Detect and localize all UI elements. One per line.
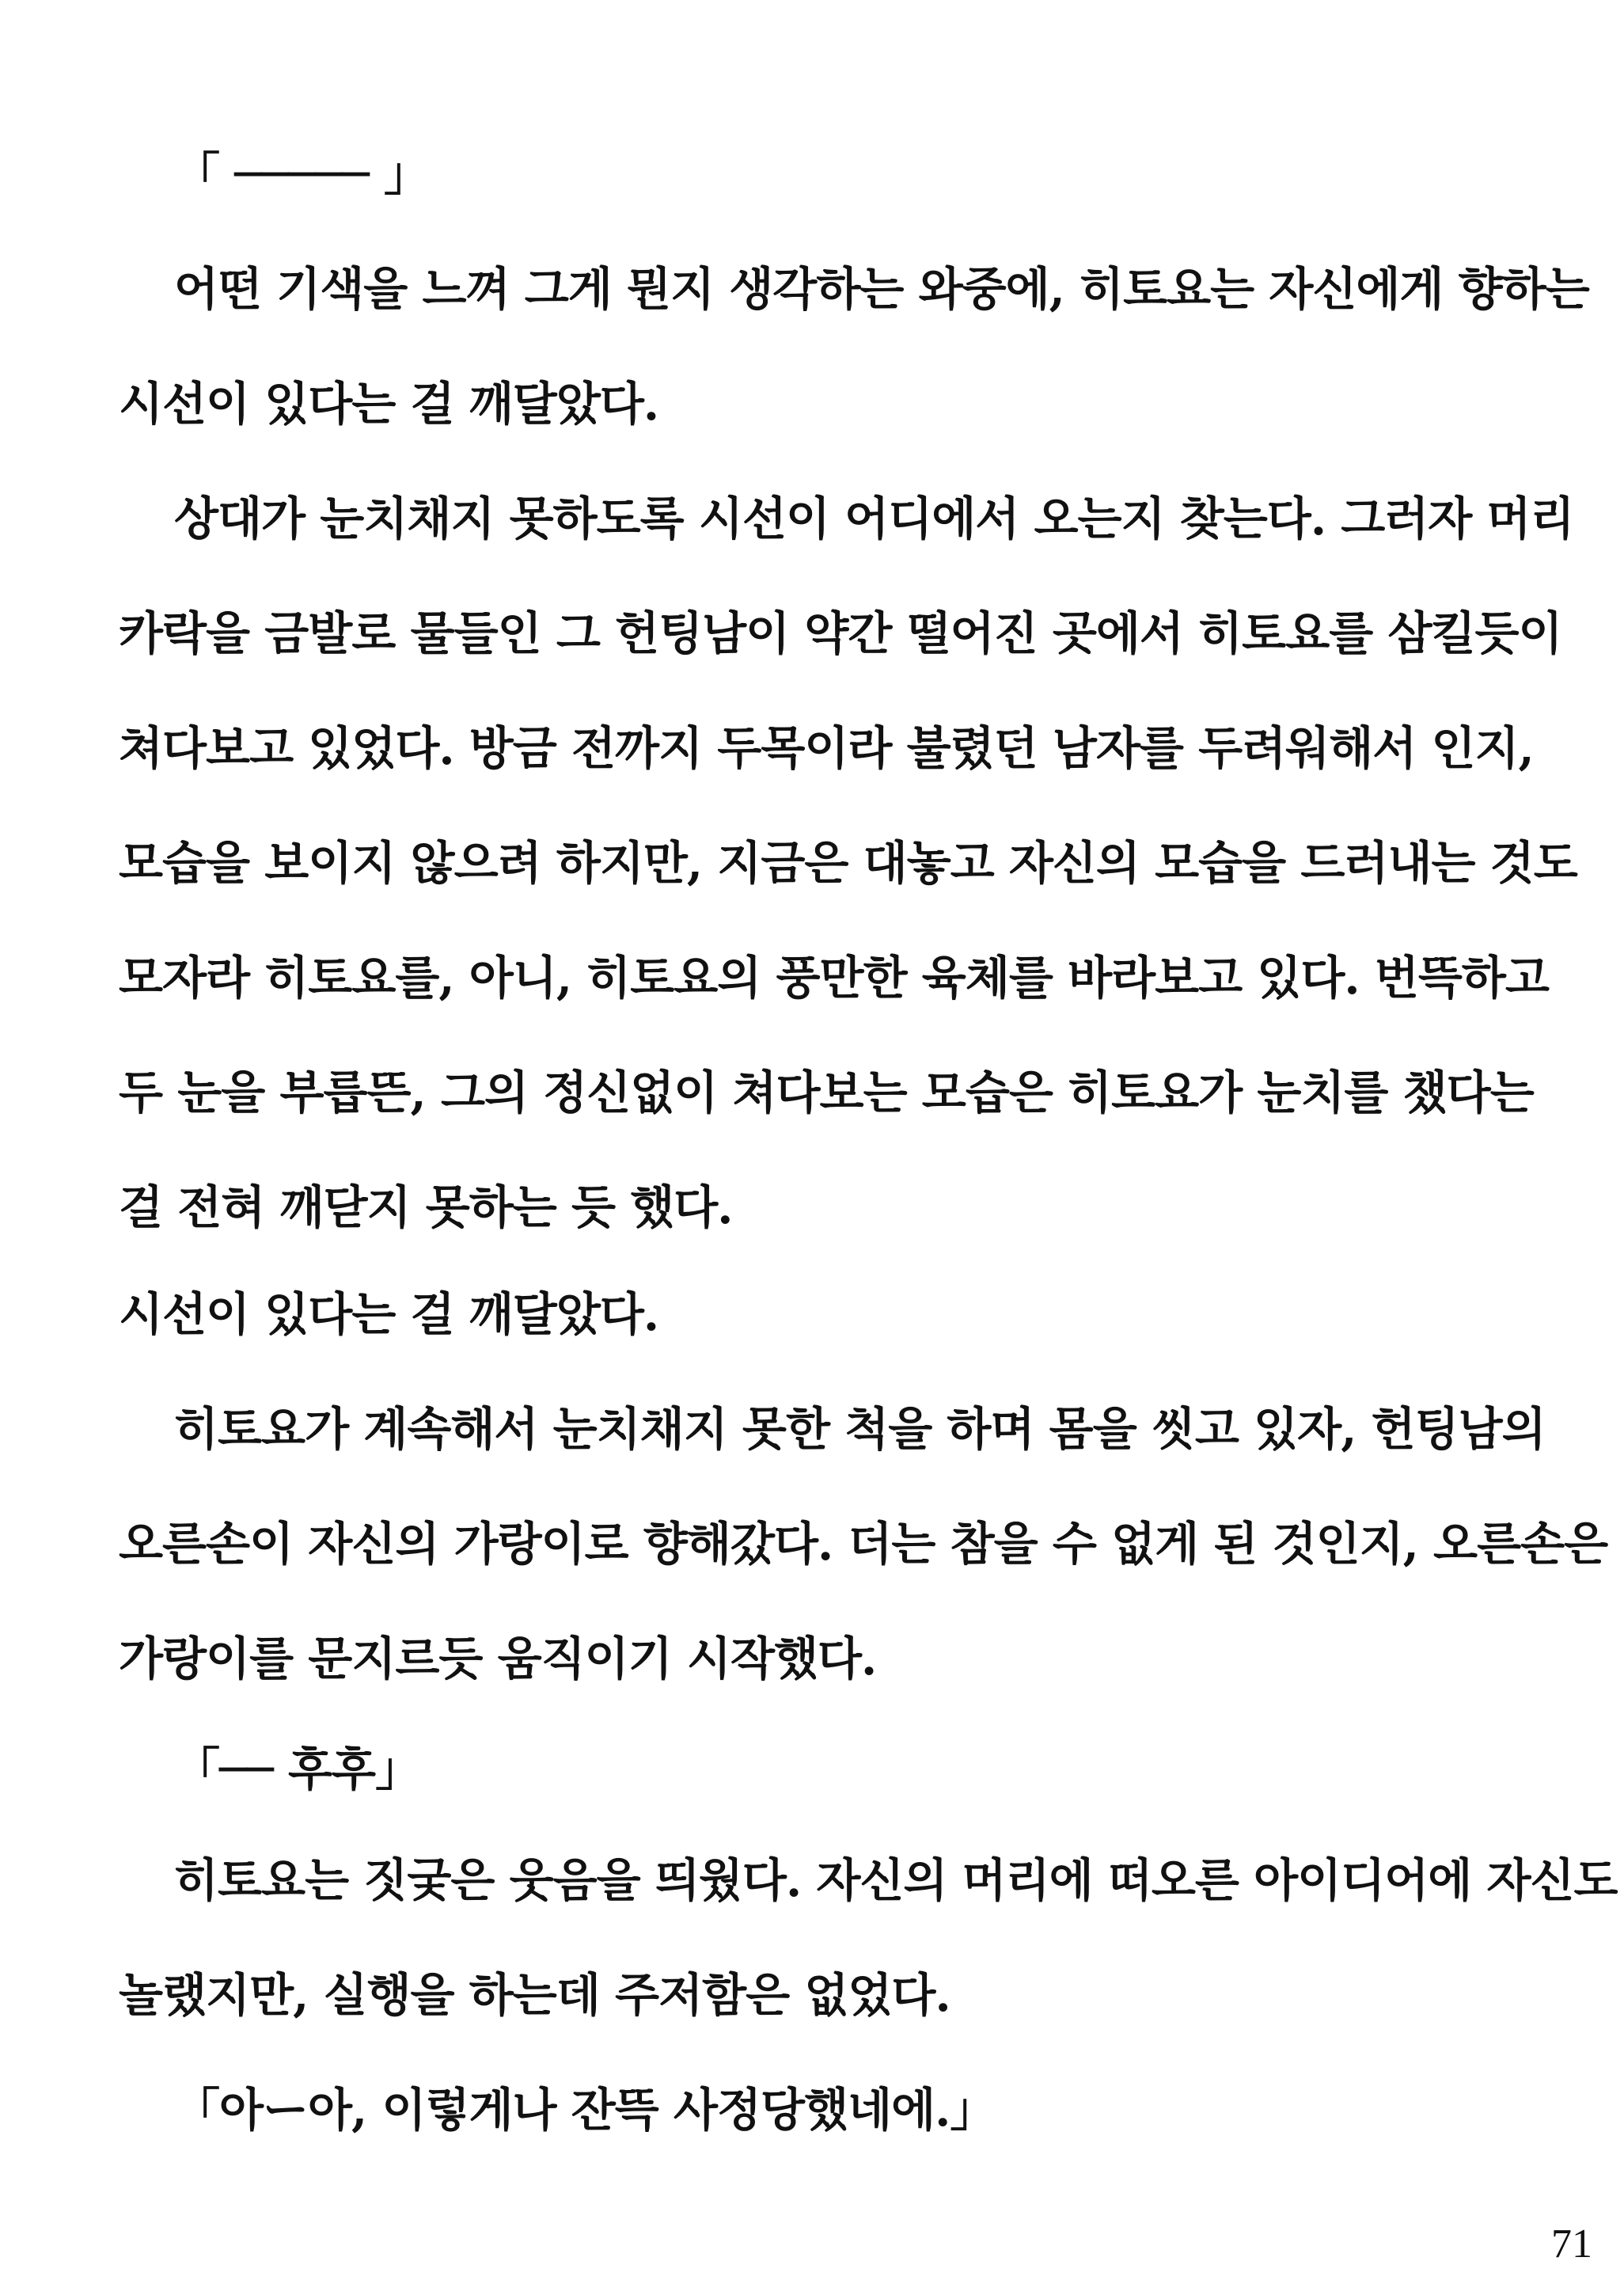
text-line-2: 어떤 기색을 느껴 그게 뭔지 생각하는 와중에, 히토요는 자신에게 향하는 (174, 262, 1589, 316)
text-line-8: 모자라 히토요를, 아니, 히토요의 풍만한 육체를 바라보고 있다. 번뜩하고 (119, 951, 1549, 1005)
text-line-10: 걸 전혀 깨닫지 못하는 듯 했다. (119, 1180, 733, 1234)
text-line-1: 「 ───── 」 (174, 147, 429, 201)
text-line-14: 가랑이를 문지르듯 움직이기 시작했다. (119, 1632, 877, 1685)
text-line-3: 시선이 있다는 걸 깨달았다. (119, 377, 659, 431)
text-line-11: 시선이 있다는 걸 깨달았다. (119, 1287, 659, 1341)
text-line-17: 놀랬지만, 실행을 하는데 주저함은 없었다. (119, 1968, 950, 2022)
text-line-16: 히토요는 짓궂은 웃음을 띄웠다. 자신의 머리에 떠오른 아이디어에 자신도 (174, 1853, 1618, 1907)
text-line-15: 「── 후후」 (174, 1742, 421, 1796)
text-line-4: 상대가 눈치채지 못하도록 시선이 어디에서 오는지 찾는다. 그러자 머리 (174, 492, 1574, 545)
text-line-6: 쳐다보고 있었다. 방금 전까지 두목이라 불렸던 남자를 두려워해서 인지, (119, 721, 1534, 775)
text-line-12: 히토요가 계속해서 눈치채지 못한 척을 하며 몸을 씻고 있자, 헌팅남의 (174, 1402, 1546, 1456)
text-line-5: 카락을 금발로 물들인 그 헌팅남이 약간 떨어진 곳에서 히토요를 삼킬듯이 (119, 606, 1562, 660)
text-line-9: 두 눈을 부릅뜬, 그의 정신없이 쳐다보는 모습은 히토요가 눈치를 챘다는 (119, 1066, 1534, 1119)
page-number: 71 (1551, 2221, 1592, 2267)
text-line-18: 「아ー아, 이렇게나 잔뜩 사정당했네에.」 (174, 2083, 996, 2137)
text-line-13: 오른손이 자신의 가랑이로 향해갔다. 더는 참을 수 없게 된 것인지, 오른손은 (119, 1517, 1608, 1571)
text-line-7: 모습을 보이지 않으려 하지만, 지금은 대놓고 자신의 모습을 드러내는 것도 (119, 836, 1577, 890)
